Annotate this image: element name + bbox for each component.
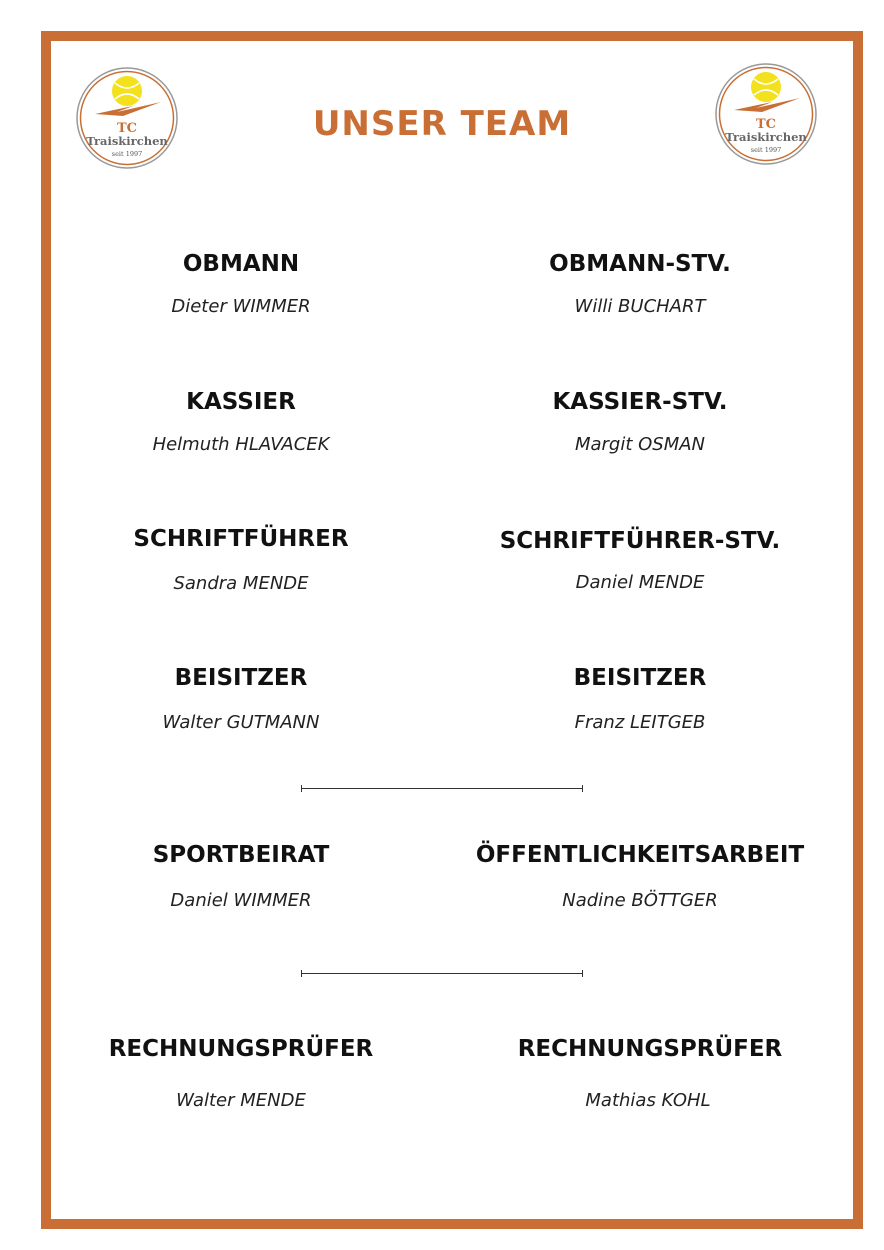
logo-line1: TC <box>116 121 138 136</box>
role-beisitzer-2: BEISITZER <box>573 665 707 691</box>
role-rechnungspruefer-1: RECHNUNGSPRÜFER <box>108 1036 374 1062</box>
person-kassier: Helmuth HLAVACEK <box>152 434 330 455</box>
role-oeffentlichkeitsarbeit: ÖFFENTLICHKEITSARBEIT <box>475 842 805 868</box>
role-schriftfuehrer: SCHRIFTFÜHRER <box>133 526 349 552</box>
person-schriftfuehrer-stv: Daniel MENDE <box>575 572 705 593</box>
person-oeffentlichkeitsarbeit: Nadine BÖTTGER <box>562 890 718 911</box>
person-kassier-stv: Margit OSMAN <box>574 434 706 455</box>
tennis-ball-icon <box>751 72 781 102</box>
person-sportbeirat: Daniel WIMMER <box>170 890 312 911</box>
role-obmann: OBMANN <box>182 251 300 277</box>
page-title: UNSER TEAM <box>312 104 572 144</box>
role-rechnungspruefer-2: RECHNUNGSPRÜFER <box>517 1036 783 1062</box>
logo-line3: seit 1997 <box>750 146 782 154</box>
logo-line3: seit 1997 <box>111 150 143 158</box>
tennis-ball-icon <box>112 76 142 106</box>
logo-line2: Traiskirchen <box>725 130 807 144</box>
person-rechnungspruefer-1: Walter MENDE <box>176 1090 306 1111</box>
role-kassier: KASSIER <box>186 389 296 415</box>
role-obmann-stv: OBMANN-STV. <box>549 251 731 277</box>
person-beisitzer-1: Walter GUTMANN <box>162 712 320 733</box>
person-rechnungspruefer-2: Mathias KOHL <box>585 1090 711 1111</box>
role-kassier-stv: KASSIER-STV. <box>552 389 728 415</box>
person-beisitzer-2: Franz LEITGEB <box>574 712 706 733</box>
logo-line2: Traiskirchen <box>86 134 168 148</box>
logo-line1: TC <box>755 117 777 132</box>
person-schriftfuehrer: Sandra MENDE <box>173 573 309 594</box>
role-sportbeirat: SPORTBEIRAT <box>152 842 330 868</box>
person-obmann-stv: Willi BUCHART <box>574 296 706 317</box>
section-divider <box>301 788 583 789</box>
role-beisitzer-1: BEISITZER <box>174 665 308 691</box>
person-obmann: Dieter WIMMER <box>171 296 311 317</box>
role-schriftfuehrer-stv: SCHRIFTFÜHRER-STV. <box>499 528 781 554</box>
section-divider <box>301 973 583 974</box>
